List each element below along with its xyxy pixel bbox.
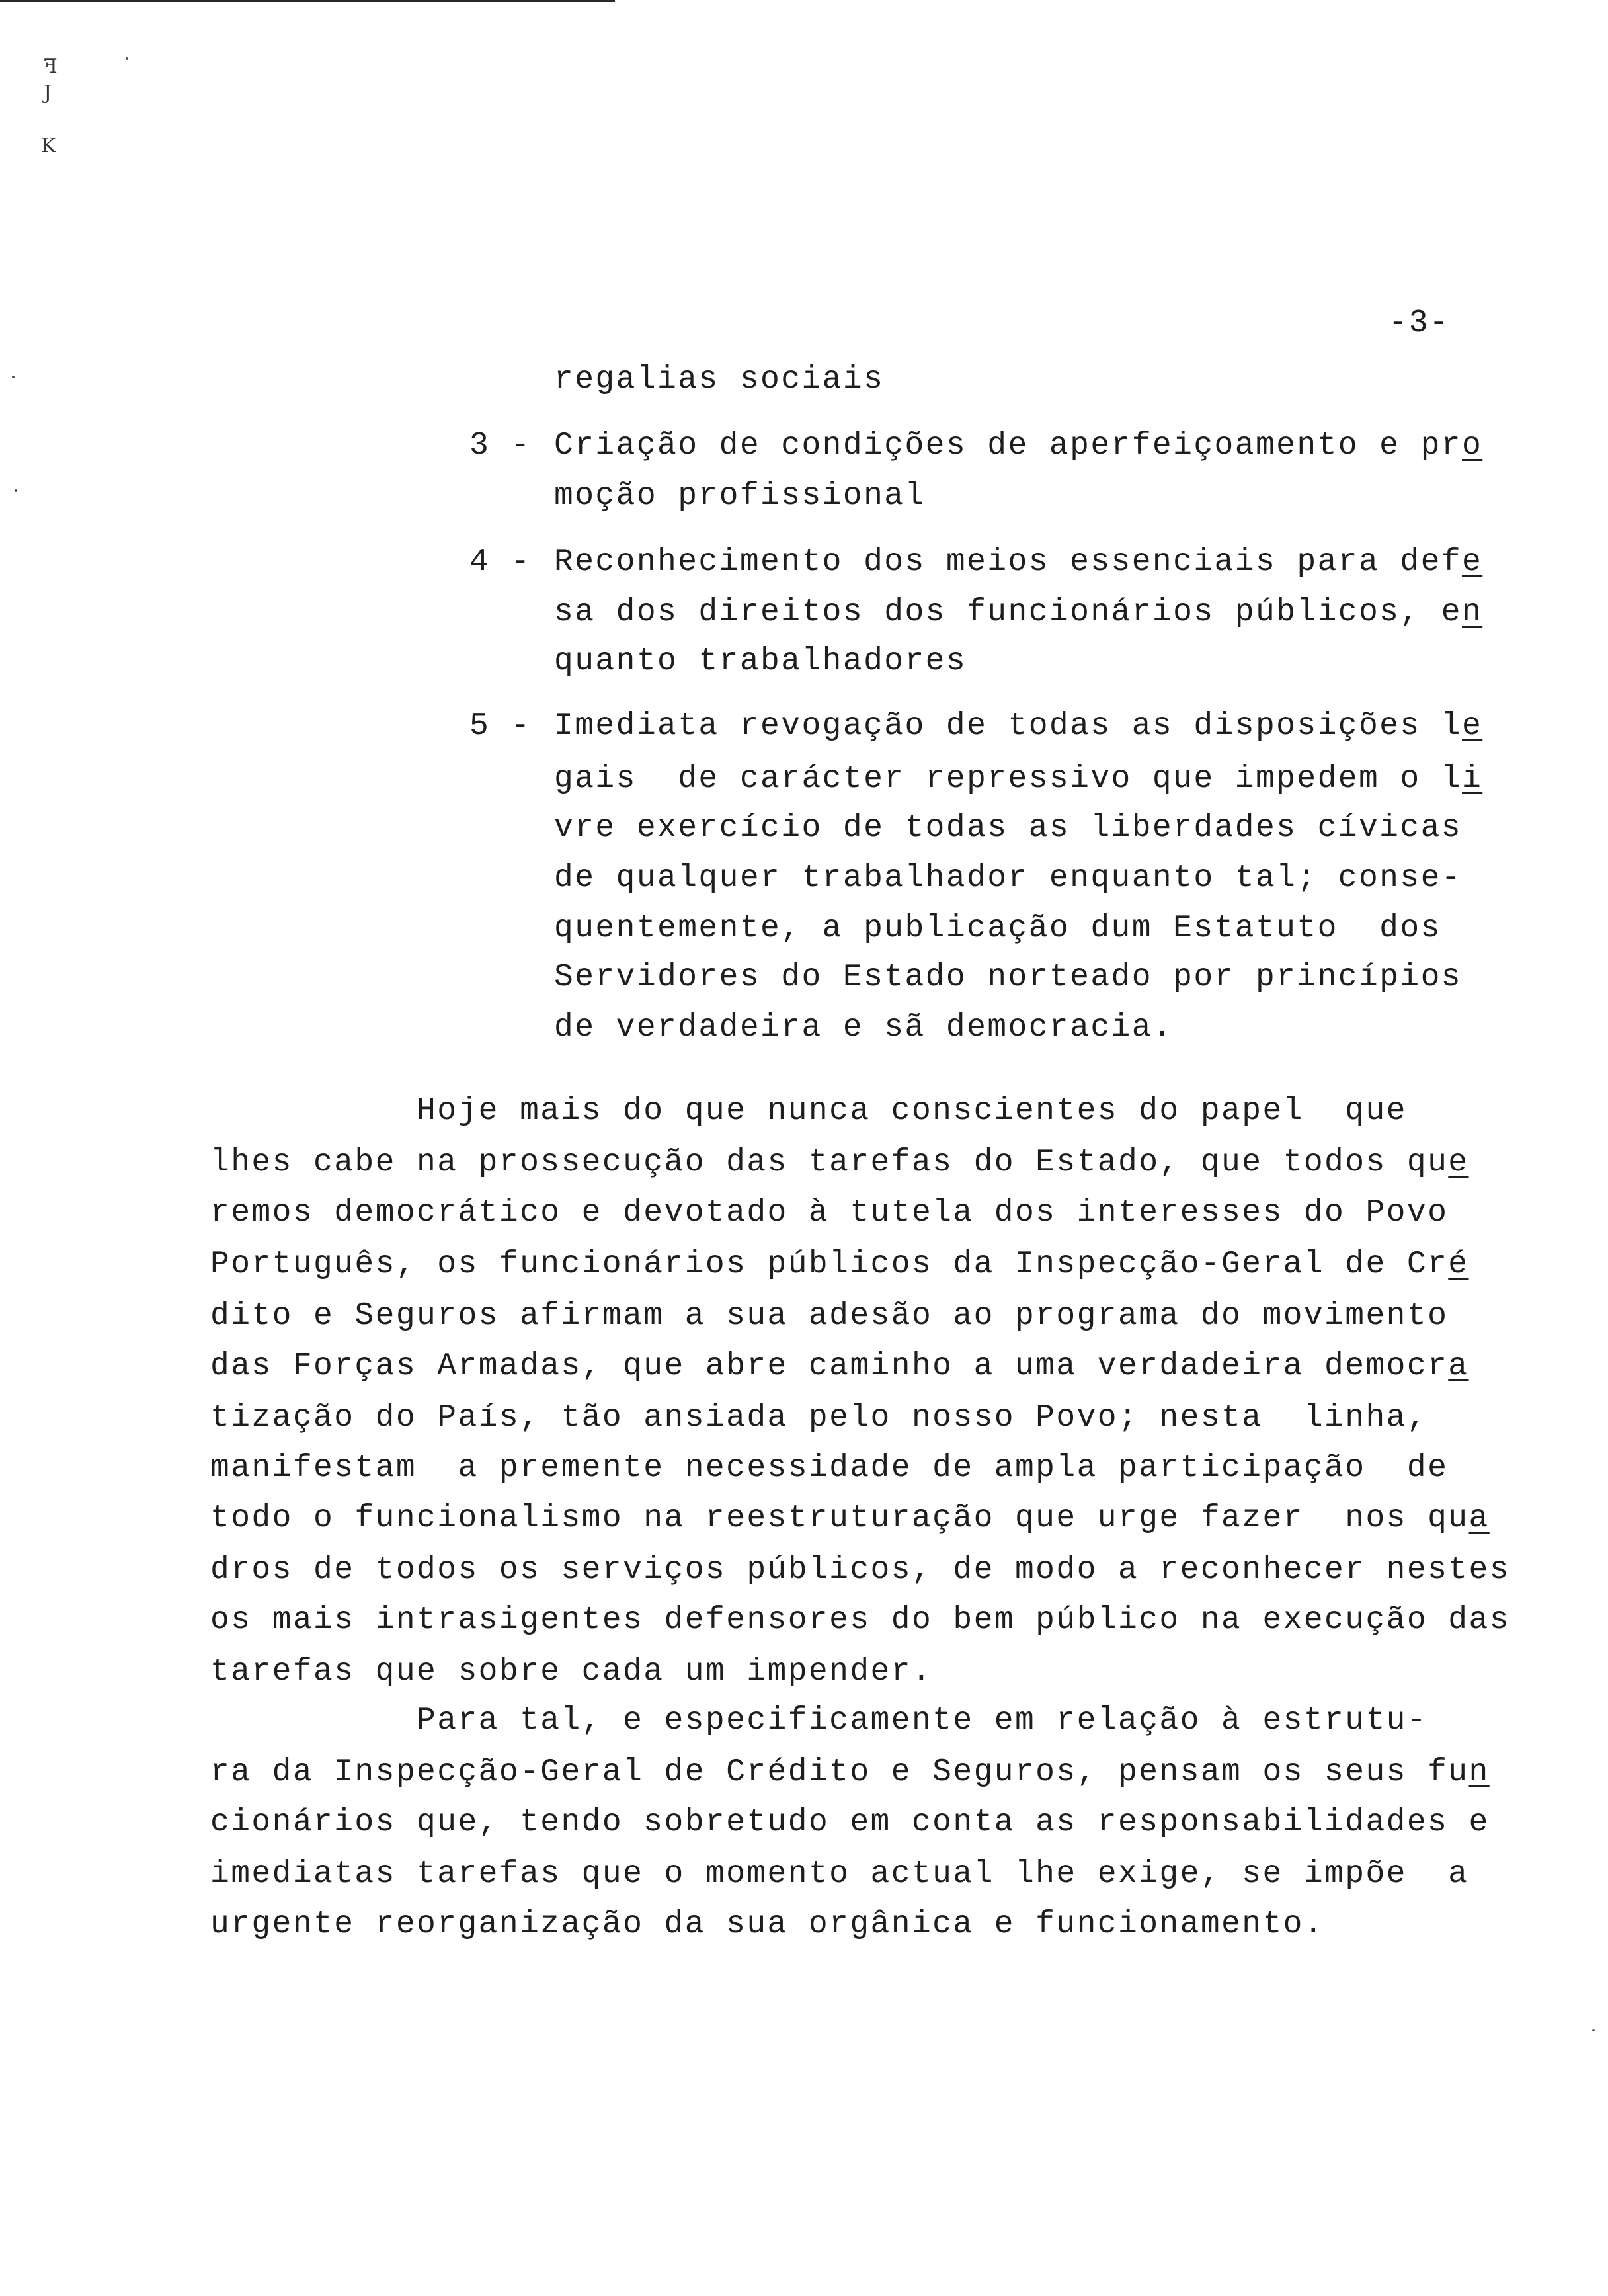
list-item-5-line-6: Servidores do Estado norteado por princípios [554, 960, 1463, 995]
paragraph-1-line-6: das Forças Armadas, que abre caminho a uma verdadeira democra [210, 1348, 1469, 1384]
list-item-5-line-2: gais de carácter repressivo que impedem o li [554, 761, 1483, 797]
list-item-5-line-3: vre exercício de todas as liberdades cívicas [554, 810, 1463, 846]
paragraph-1-line-4: Português, os funcionários públicos da Inspecção-Geral de Cré [210, 1247, 1469, 1282]
top-border-line [0, 0, 615, 2]
list-item-5-line-4: de qualquer trabalhador enquanto tal; conse- [554, 860, 1463, 896]
list-item-4-number: 4 - [469, 544, 532, 580]
ink-speck [1592, 2029, 1595, 2031]
margin-mark-2: J [44, 81, 52, 104]
paragraph-1-line-12: tarefas que sobre cada um impender. [210, 1654, 933, 1690]
list-item-5-line-5: quentemente, a publicação dum Estatuto dos [554, 911, 1441, 946]
page-number: -3- [1388, 306, 1450, 341]
list-item-3-line-2: moção profissional [554, 478, 926, 514]
list-item-3-line-1: Criação de condições de aperfeiçoamento e pro [554, 428, 1483, 464]
list-item-5-line-1: Imediata revogação de todas as disposições le [554, 708, 1483, 744]
paragraph-1-line-11: os mais intrasigentes defensores do bem público na execução das [210, 1602, 1510, 1638]
margin-mark-1: ꟻ [44, 55, 58, 78]
paragraph-1-line-3: remos democrático e devotado à tutela dos interesses do Povo [210, 1195, 1449, 1231]
list-item-5-line-7: de verdadeira e sã democracia. [554, 1010, 1174, 1046]
paragraph-1-line-2: lhes cabe na prossecução das tarefas do Estado, que todos que [210, 1145, 1469, 1180]
ink-speck [15, 489, 17, 492]
list-continuation-line: regalias sociais [554, 362, 885, 397]
ink-speck [126, 57, 128, 60]
list-item-4-line-3: quanto trabalhadores [554, 643, 967, 679]
margin-mark-3: K [41, 134, 56, 157]
paragraph-1-line-1: Hoje mais do que nunca conscientes do papel que [210, 1093, 1407, 1129]
paragraph-1-line-9: todo o funcionalismo na reestruturação que urge fazer nos qua [210, 1500, 1490, 1536]
paragraph-2-line-5: urgente reorganização da sua orgânica e funcionamento. [210, 1906, 1325, 1942]
list-item-4-line-2: sa dos direitos dos funcionários públicos, en [554, 594, 1483, 630]
paragraph-2-line-1: Para tal, e especificamente em relação à estrutu- [210, 1703, 1428, 1739]
list-item-3-number: 3 - [469, 428, 532, 464]
paragraph-2-line-4: imediatas tarefas que o momento actual lhe exige, se impõe a [210, 1856, 1469, 1892]
paragraph-1-line-7: tização do País, tão ansiada pelo nosso Povo; nesta linha, [210, 1400, 1428, 1436]
paragraph-1-line-5: dito e Seguros afirmam a sua adesão ao programa do movimento [210, 1298, 1449, 1334]
list-item-5-number: 5 - [469, 708, 532, 744]
ink-speck [12, 376, 15, 378]
paragraph-2-line-2: ra da Inspecção-Geral de Crédito e Seguros, pensam os seus fun [210, 1754, 1490, 1790]
paragraph-2-line-3: cionários que, tendo sobretudo em conta as responsabilidades e [210, 1805, 1490, 1840]
list-item-4-line-1: Reconhecimento dos meios essenciais para defe [554, 544, 1483, 580]
paragraph-1-line-8: manifestam a premente necessidade de ampla participação de [210, 1450, 1449, 1486]
paragraph-1-line-10: dros de todos os serviços públicos, de modo a reconhecer nestes [210, 1552, 1510, 1588]
